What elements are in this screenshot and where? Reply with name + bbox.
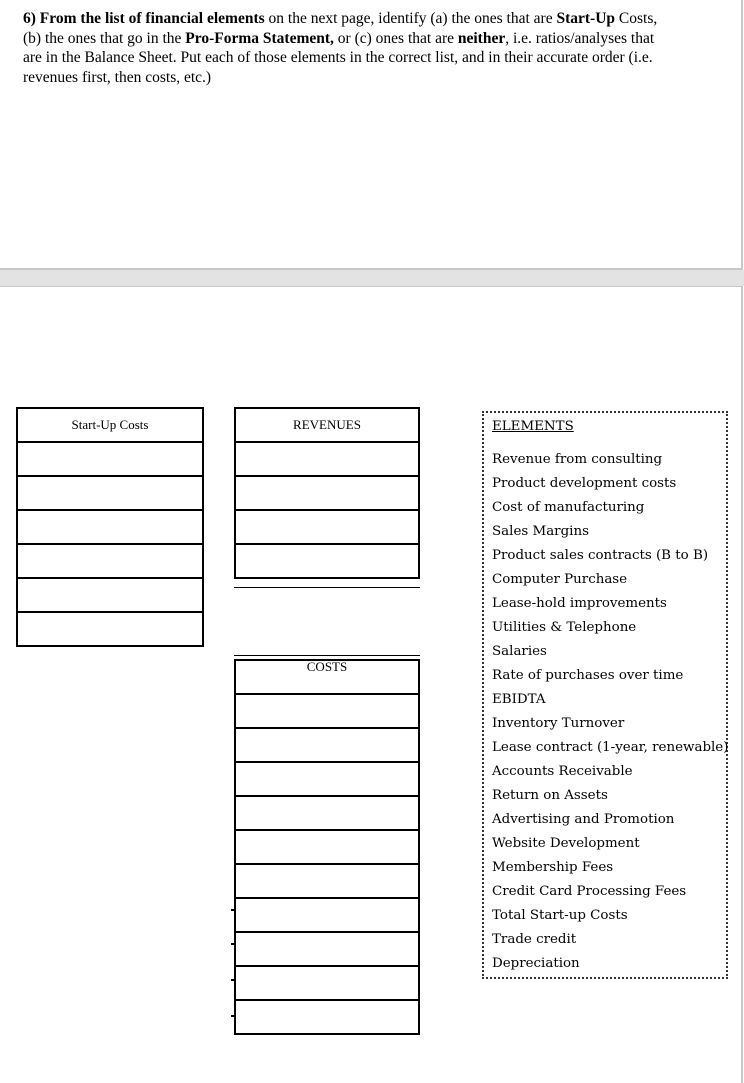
- question-part-1: on the next page, identify (a) the ones that are: [264, 10, 557, 27]
- question-lead: From the list of financial elements: [39, 10, 265, 27]
- elements-list: [492, 451, 728, 979]
- question-part-2: Costs, (b) the ones that go in the: [23, 10, 658, 47]
- element-item: Website Development: [492, 836, 640, 851]
- startup-costs-table: [16, 407, 204, 647]
- element-item: Product sales contracts (B to B): [492, 548, 709, 563]
- costs-cell[interactable]: [235, 694, 419, 728]
- element-item: Revenue from consulting: [492, 452, 663, 467]
- costs-cell[interactable]: [235, 762, 419, 796]
- element-item: Cost of manufacturing: [492, 500, 645, 515]
- element-item: Utilities & Telephone: [492, 620, 637, 635]
- startup-costs-cell[interactable]: [17, 544, 203, 578]
- element-item: Advertising and Promotion: [492, 812, 675, 827]
- element-item: Inventory Turnover: [492, 716, 625, 731]
- question-part-4: , i.e. ratios/analyses that are in the Balance Sheet. Put each of those elements in the correct list, and in their accurate order (i.e. revenues first, then costs, etc.): [23, 29, 655, 86]
- question-proforma: Pro-Forma Statement,: [185, 29, 334, 47]
- row-tick-mark: [231, 943, 235, 945]
- startup-costs-cell[interactable]: [17, 578, 203, 612]
- element-item: Credit Card Processing Fees: [492, 884, 687, 899]
- question-part-3: or (c) ones that are: [333, 29, 458, 47]
- costs-table: [234, 659, 420, 1035]
- question-text: [23, 9, 673, 87]
- revenues-cell[interactable]: [235, 544, 419, 578]
- element-item: Salaries: [492, 644, 547, 659]
- element-item: Total Start-up Costs: [492, 908, 628, 923]
- element-item: Membership Fees: [492, 860, 614, 875]
- element-item: Trade credit: [492, 932, 577, 947]
- costs-cell[interactable]: [235, 932, 419, 966]
- page-gap: [0, 270, 744, 286]
- costs-cell[interactable]: [235, 796, 419, 830]
- element-item: EBIDTA: [492, 692, 546, 707]
- costs-double-rule: [234, 655, 420, 656]
- revenues-cell[interactable]: [235, 476, 419, 510]
- element-item: Return on Assets: [492, 788, 608, 803]
- costs-cell[interactable]: [235, 1000, 419, 1034]
- startup-costs-cell[interactable]: [17, 510, 203, 544]
- page-one: [0, 0, 743, 270]
- revenues-cell[interactable]: [235, 510, 419, 544]
- startup-costs-header: Start-Up Costs: [17, 408, 203, 442]
- costs-cell[interactable]: [235, 898, 419, 932]
- element-item: Accounts Receivable: [492, 764, 633, 779]
- question-startup: Start-Up: [556, 10, 616, 27]
- costs-cell[interactable]: [235, 830, 419, 864]
- startup-costs-cell[interactable]: [17, 476, 203, 510]
- costs-header: COSTS: [235, 660, 419, 694]
- costs-cell[interactable]: [235, 864, 419, 898]
- element-item: Lease-hold improvements: [492, 596, 667, 611]
- elements-box: [482, 411, 728, 979]
- revenues-header: REVENUES: [235, 408, 419, 442]
- element-item: Computer Purchase: [492, 572, 628, 587]
- revenues-cell[interactable]: [235, 442, 419, 476]
- element-item: Rate of purchases over time: [492, 668, 684, 683]
- costs-cell[interactable]: [235, 966, 419, 1000]
- costs-cell[interactable]: [235, 728, 419, 762]
- revenues-table: [234, 407, 420, 579]
- startup-costs-cell[interactable]: [17, 612, 203, 646]
- page-two: [0, 286, 743, 1083]
- element-item: Lease contract (1-year, renewable): [492, 740, 729, 755]
- startup-costs-cell[interactable]: [17, 442, 203, 476]
- row-tick-mark: [231, 1015, 235, 1017]
- row-tick-mark: [231, 979, 235, 981]
- question-number: 6): [23, 10, 36, 27]
- row-tick-mark: [231, 909, 235, 911]
- element-item: Product development costs: [492, 476, 677, 491]
- revenues-double-rule: [234, 587, 420, 588]
- question-neither: neither: [457, 29, 506, 47]
- elements-title: ELEMENTS: [492, 419, 574, 434]
- element-item: Depreciation: [492, 956, 580, 971]
- element-item: Sales Margins: [492, 524, 589, 539]
